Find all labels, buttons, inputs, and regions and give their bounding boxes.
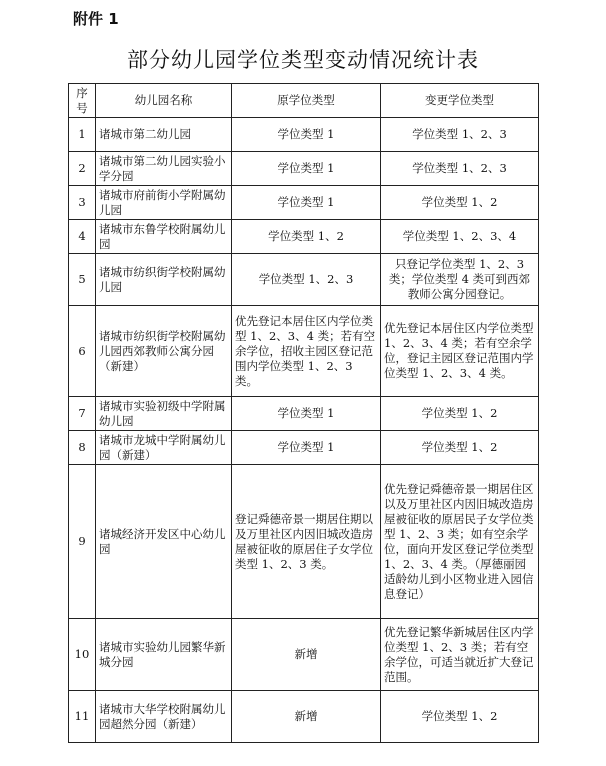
row-orig: 学位类型 1、2 — [232, 220, 381, 254]
row-name: 诸城市第二幼儿园实验小学分园 — [96, 152, 232, 186]
row-no: 10 — [69, 619, 96, 691]
table-row — [69, 306, 539, 397]
row-no: 3 — [69, 186, 96, 220]
row-no: 1 — [69, 118, 96, 152]
header-row — [69, 84, 539, 118]
header-new: 变更学位类型 — [381, 84, 539, 118]
row-orig: 学位类型 1 — [232, 431, 381, 465]
row-name: 诸城市第二幼儿园 — [96, 118, 232, 152]
page-title: 部分幼儿园学位类型变动情况统计表 — [127, 48, 479, 72]
row-name: 诸城市纺织街学校附属幼儿园西郊教师公寓分园（新建） — [96, 306, 232, 397]
row-no: 4 — [69, 220, 96, 254]
row-no: 2 — [69, 152, 96, 186]
row-name: 诸城市府前街小学附属幼儿园 — [96, 186, 232, 220]
row-name: 诸城经济开发区中心幼儿园 — [96, 465, 232, 619]
header-name: 幼儿园名称 — [96, 84, 232, 118]
table-row — [69, 397, 539, 431]
table-row — [69, 465, 539, 619]
table-row — [69, 220, 539, 254]
row-new: 优先登记本居住区内学位类型 1、2、3、4 类；若有空余学位，登记主园区登记范围内学位类型 1、2、3、4 类。 — [381, 306, 539, 397]
row-new: 学位类型 1、2 — [381, 431, 539, 465]
row-new: 优先登记繁华新城居住区内学位类型 1、2、3 类；若有空余学位，可适当就近扩大登记范围。 — [381, 619, 539, 691]
row-orig: 学位类型 1 — [232, 152, 381, 186]
row-name: 诸城市实验幼儿园繁华新城分园 — [96, 619, 232, 691]
row-new: 学位类型 1、2 — [381, 691, 539, 743]
row-no: 11 — [69, 691, 96, 743]
table-row — [69, 254, 539, 306]
table-row — [69, 118, 539, 152]
row-new: 学位类型 1、2、3 — [381, 152, 539, 186]
row-new: 学位类型 1、2 — [381, 397, 539, 431]
row-no: 7 — [69, 397, 96, 431]
header-no: 序号 — [69, 84, 96, 118]
table-row — [69, 431, 539, 465]
stats-table — [68, 83, 539, 743]
row-new: 学位类型 1、2、3、4 — [381, 220, 539, 254]
row-name: 诸城市实验初级中学附属幼儿园 — [96, 397, 232, 431]
row-orig: 优先登记本居住区内学位类型 1、2、3、4 类；若有空余学位，招收主园区登记范围内学位类型 1、2、3 类。 — [232, 306, 381, 397]
table-row — [69, 186, 539, 220]
row-orig: 学位类型 1、2、3 — [232, 254, 381, 306]
row-new: 学位类型 1、2 — [381, 186, 539, 220]
row-no: 6 — [69, 306, 96, 397]
row-name: 诸城市大华学校附属幼儿园超然分园（新建） — [96, 691, 232, 743]
row-orig: 学位类型 1 — [232, 186, 381, 220]
table-row — [69, 152, 539, 186]
row-orig: 登记舜德帝景一期居住期以及万里社区内因旧城改造房屋被征收的原居住子女学位类型 1、2、3 类。 — [232, 465, 381, 619]
table-row — [69, 691, 539, 743]
row-no: 5 — [69, 254, 96, 306]
attachment-label: 附件 1 — [73, 10, 119, 28]
row-orig: 学位类型 1 — [232, 118, 381, 152]
row-orig: 新增 — [232, 691, 381, 743]
row-no: 8 — [69, 431, 96, 465]
row-name: 诸城市龙城中学附属幼儿园（新建） — [96, 431, 232, 465]
row-new: 学位类型 1、2、3 — [381, 118, 539, 152]
header-orig: 原学位类型 — [232, 84, 381, 118]
table-row — [69, 619, 539, 691]
row-new: 优先登记舜德帝景一期居住区以及万里社区内因旧城改造房屋被征收的原居民子女学位类型 1、2、3 类；如有空余学位，面向开发区登记学位类型 1、2、3、4 类。（厚德丽园适龄幼儿到小区物业进入园信息登记） — [381, 465, 539, 619]
row-orig: 新增 — [232, 619, 381, 691]
row-new: 只登记学位类型 1、2、3 类；学位类型 4 类可到西郊教师公寓分园登记。 — [381, 254, 539, 306]
row-name: 诸城市东鲁学校附属幼儿园 — [96, 220, 232, 254]
row-orig: 学位类型 1 — [232, 397, 381, 431]
row-name: 诸城市纺织街学校附属幼儿园 — [96, 254, 232, 306]
row-no: 9 — [69, 465, 96, 619]
